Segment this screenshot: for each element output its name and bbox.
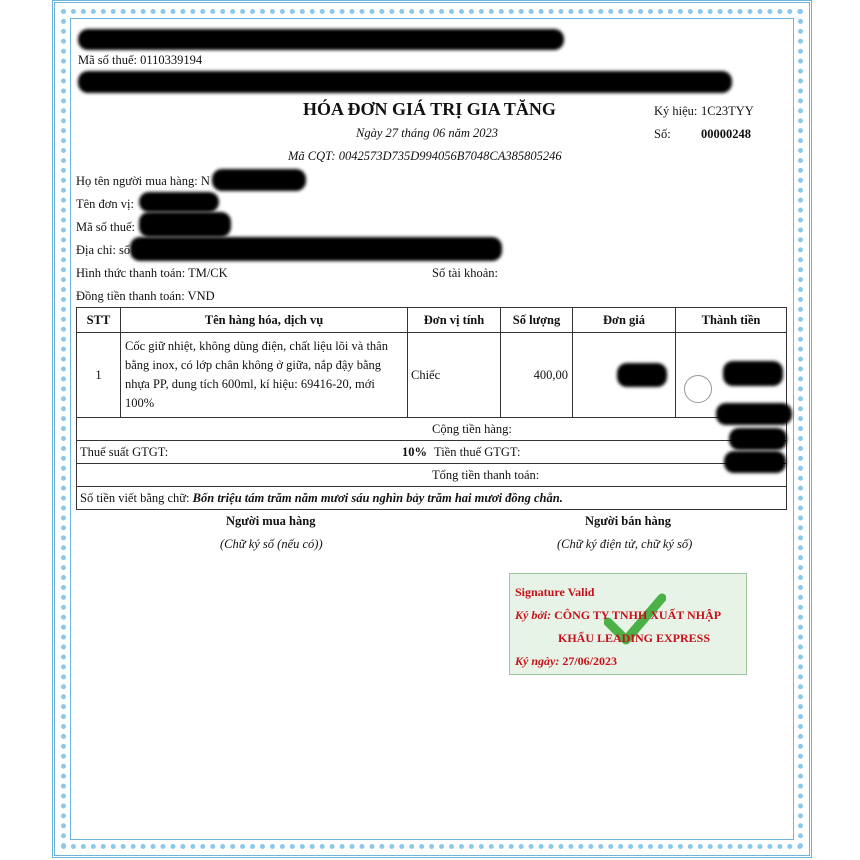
row-stt: 1: [77, 333, 121, 418]
words-value: Bốn triệu tám trăm năm mươi sáu nghìn bảy trăm hai mươi đồng chẵn.: [192, 490, 563, 505]
subtotal-label: Cộng tiền hàng:: [77, 418, 787, 441]
seller-sign-title: Người bán hàng: [585, 514, 671, 528]
desc-line: Cốc giữ nhiệt, không dùng điện, chất liệu lõi và thân: [125, 339, 388, 353]
vat-row: [77, 441, 787, 464]
total-label: Tổng tiền thanh toán:: [77, 464, 787, 487]
words-cell: [77, 487, 787, 510]
currency: Đồng tiền thanh toán: VND: [76, 289, 215, 303]
total-row: [77, 464, 787, 487]
table-header-row: [77, 308, 787, 333]
buyer-address-label: Địa chỉ: số: [76, 243, 131, 257]
invoice-number: 00000248: [701, 127, 751, 141]
row-unit: Chiếc: [408, 333, 501, 418]
signed-date-label: Ký ngày:: [515, 654, 560, 668]
number-label: Số:: [654, 127, 671, 141]
seller-sign-note: (Chữ ký điện tử, chữ ký số): [557, 537, 693, 551]
buyer-sign-title: Người mua hàng: [226, 514, 316, 528]
symbol-label: Ký hiệu:: [654, 104, 698, 118]
col-header-qty: Số lượng: [501, 308, 573, 333]
col-header-unit: Đơn vị tính: [408, 308, 501, 333]
redacted-vat-amount: [729, 428, 787, 450]
vat-amount-label: Tiền thuế GTGT:: [434, 445, 521, 459]
redacted-seller-address: [78, 71, 732, 93]
signed-date-row: [515, 654, 617, 669]
redacted-total: [724, 451, 786, 473]
vat-rate: 10%: [402, 445, 427, 459]
vat-cell: [77, 441, 787, 464]
digital-signature-box: [509, 573, 747, 675]
buyer-sign-note: (Chữ ký số (nếu có)): [220, 537, 323, 551]
symbol-value: 1C23TYY: [701, 104, 754, 118]
redacted-buyer-unit: [139, 192, 219, 212]
table-row: [77, 333, 787, 418]
signed-date: 27/06/2023: [562, 654, 617, 668]
buyer-tax-label: Mã số thuế:: [76, 220, 136, 234]
redacted-subtotal: [716, 403, 792, 425]
invoice-title: HÓA ĐƠN GIÁ TRỊ GIA TĂNG: [303, 99, 556, 119]
signed-by-label: Ký bởi:: [515, 608, 552, 622]
signature-status: Signature Valid: [515, 585, 595, 599]
col-header-stt: STT: [77, 308, 121, 333]
signed-by-line1: CÔNG TY TNHH XUẤT NHẬP: [554, 608, 722, 622]
seller-tax-code: Mã số thuế: 0110339194: [78, 53, 203, 67]
redacted-seller-name: [78, 29, 564, 50]
desc-line: nhựa PP, dung tích 600ml, kí hiệu: 69416-20, mới: [125, 377, 375, 391]
signed-by-row: [515, 608, 721, 623]
payment-method: Hình thức thanh toán: TM/CK: [76, 266, 228, 280]
words-label: Số tiền viết bằng chữ:: [80, 490, 190, 505]
vat-rate-label: Thuế suất GTGT:: [80, 445, 169, 459]
redacted-unit-price: [617, 363, 667, 387]
signed-by-line2: KHẨU LEADING EXPRESS: [558, 631, 711, 645]
desc-line: bằng inox, có lớp chân không ở giữa, nắp đậy bằng: [125, 358, 382, 372]
col-header-amount: Thành tiền: [676, 308, 787, 333]
invoice-date: Ngày 27 tháng 06 năm 2023: [356, 126, 499, 140]
redacted-buyer-tax: [139, 212, 231, 237]
row-description: [121, 333, 408, 418]
subtotal-row: [77, 418, 787, 441]
col-header-price: Đơn giá: [573, 308, 676, 333]
redacted-buyer-address: [130, 237, 502, 261]
account-label: Số tài khoản:: [432, 266, 498, 280]
redacted-line-amount: [723, 361, 783, 386]
buyer-unit-label: Tên đơn vị:: [76, 197, 134, 211]
buyer-name-label: Họ tên người mua hàng: N: [76, 174, 210, 188]
items-table: [76, 307, 787, 510]
cqt-code: Mã CQT: 0042573D735D994056B7048CA385805246: [288, 149, 562, 163]
words-row: [77, 487, 787, 510]
redacted-buyer-name: [212, 169, 306, 191]
col-header-name: Tên hàng hóa, dịch vụ: [121, 308, 408, 333]
circle-icon: [684, 375, 712, 403]
row-qty: 400,00: [501, 333, 573, 418]
desc-line: 100%: [125, 396, 155, 410]
